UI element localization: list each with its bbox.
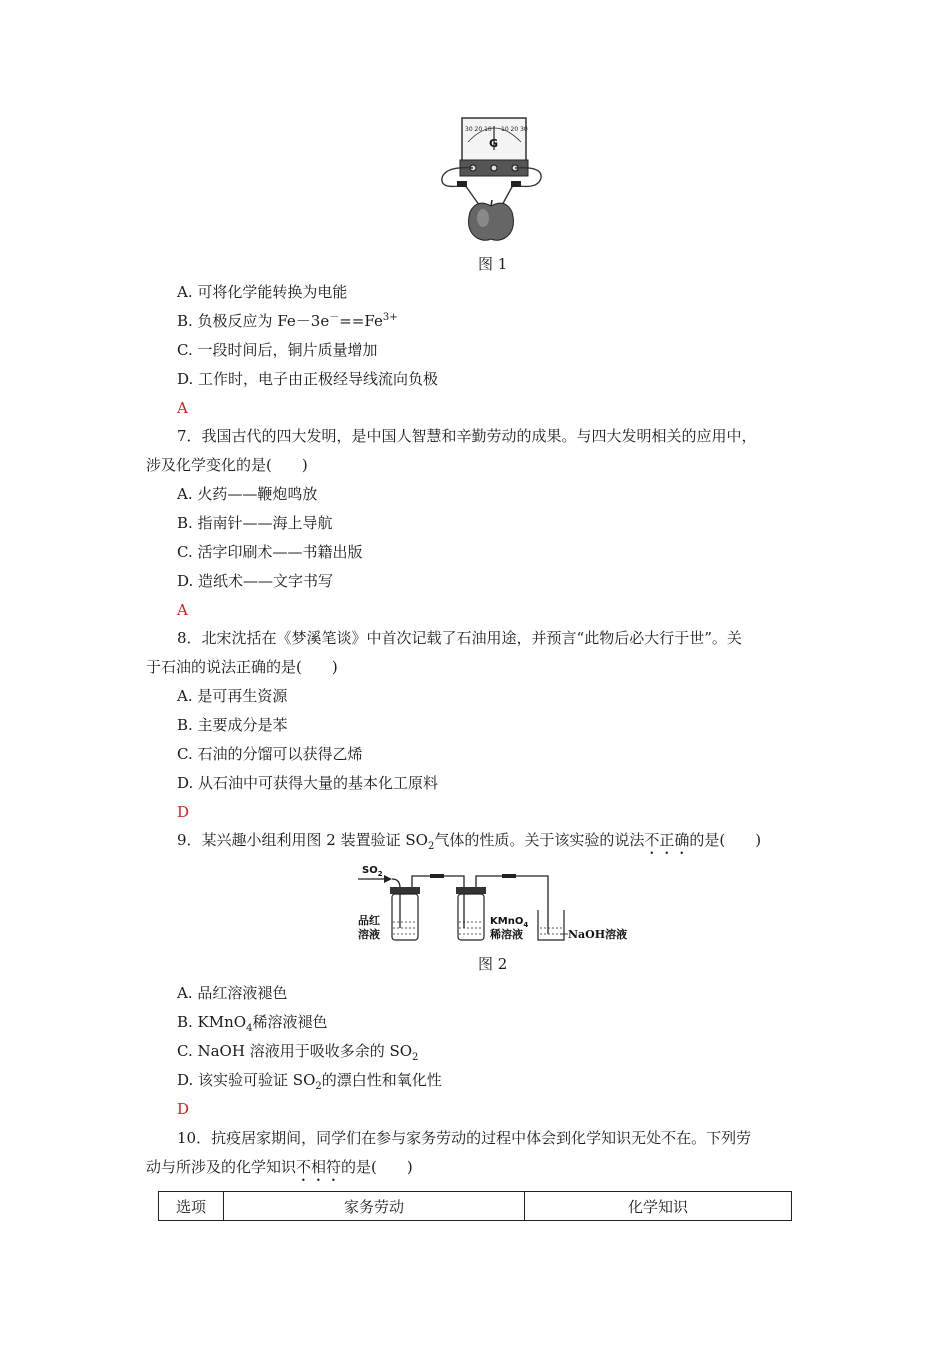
tube-joints xyxy=(430,874,516,878)
bottle-2-label-line1: KMnO$_4$ xyxy=(490,916,529,929)
electrode-clips xyxy=(457,181,521,187)
meter-scale-right: 10 20 30 xyxy=(501,126,528,133)
q9-option-a: A. 品红溶液褪色 xyxy=(177,984,288,1002)
q8-answer: D xyxy=(177,803,190,821)
q9-answer: D xyxy=(177,1100,190,1118)
bottle-2-label-line2: 稀溶液 xyxy=(490,928,523,941)
q6-option-a: A. 可将化学能转换为电能 xyxy=(177,283,348,301)
q8-stem-line2: 于石油的说法正确的是( ) xyxy=(146,658,338,676)
bottle-1 xyxy=(390,887,420,940)
q10-stem-line2: 动与所涉及的化学知识不相符的是( ) xyxy=(146,1158,413,1176)
gas-inlet-arrow xyxy=(358,875,392,883)
q10-table xyxy=(158,1191,792,1221)
q9-option-c: C. NaOH 溶液用于吸收多余的 $SO_2$ xyxy=(177,1042,419,1063)
q7-option-b: B. 指南针——海上导航 xyxy=(177,514,333,532)
q7-option-a: A. 火药——鞭炮鸣放 xyxy=(177,485,318,503)
q8-stem-line1: 8．北宋沈括在《梦溪笔谈》中首次记载了石油用途，并预言“此物后必大行于世”。关 xyxy=(177,629,742,647)
q9-option-d: D. 该实验可验证 $SO_2$的漂白性和氧化性 xyxy=(177,1071,442,1092)
q6-option-b: B. 负极反应为 $Fe-3e^-==Fe^{3+}$ xyxy=(177,312,398,330)
beaker xyxy=(538,910,564,940)
q8-option-b: B. 主要成分是苯 xyxy=(177,716,288,734)
header-housework: 家务劳动 xyxy=(224,1192,525,1221)
q7-answer: A xyxy=(177,601,188,619)
table-header-row xyxy=(159,1192,792,1221)
beaker-label: NaOH溶液 xyxy=(568,928,628,941)
meter-scale-left: 30 20 10 xyxy=(465,126,492,133)
q6-option-c: C. 一段时间后，铜片质量增加 xyxy=(177,341,378,359)
figure-2-caption: 图 2 xyxy=(478,955,508,973)
meter-letter: G xyxy=(489,137,499,150)
header-option: 选项 xyxy=(159,1192,224,1221)
q10-stem-line1: 10．抗疫居家期间，同学们在参与家务劳动的过程中体会到化学知识无处不在。下列劳 xyxy=(177,1129,752,1147)
gas-label: $SO_2$ xyxy=(362,865,383,878)
figure-1-caption: 图 1 xyxy=(478,255,508,273)
apple xyxy=(469,200,514,240)
q9-stem: 9．某兴趣小组利用图 2 装置验证 $SO_2$气体的性质。关于该实验的说法不正确的是( ) xyxy=(177,831,762,852)
bottle-1-label-line1: 品红 xyxy=(358,914,380,927)
q8-option-d: D. 从石油中可获得大量的基本化工原料 xyxy=(177,774,439,792)
header-chem-knowledge: 化学知识 xyxy=(525,1192,792,1221)
q9-emphasis: 不正确 xyxy=(644,831,690,849)
q8-option-a: A. 是可再生资源 xyxy=(177,687,288,705)
q7-option-d: D. 造纸术——文字书写 xyxy=(177,572,334,590)
bottle-1-label-line2: 溶液 xyxy=(358,928,380,941)
q7-stem-line2: 涉及化学变化的是( ) xyxy=(146,456,308,474)
q6-answer: A xyxy=(177,399,188,417)
figure-2-apparatus xyxy=(352,858,642,948)
q7-stem-line1: 7．我国古代的四大发明，是中国人智慧和辛勤劳动的成果。与四大发明相关的应用中， xyxy=(177,427,757,445)
q6-option-d: D. 工作时，电子由正极经导线流向负极 xyxy=(177,370,439,388)
q7-option-c: C. 活字印刷术——书籍出版 xyxy=(177,543,363,561)
bottle-2 xyxy=(456,887,486,940)
q10-emphasis: 不相符 xyxy=(296,1158,342,1176)
q9-option-b: B. KMnO$_4$稀溶液褪色 xyxy=(177,1013,328,1034)
figure-1-galvanometer xyxy=(425,112,555,247)
q8-option-c: C. 石油的分馏可以获得乙烯 xyxy=(177,745,363,763)
